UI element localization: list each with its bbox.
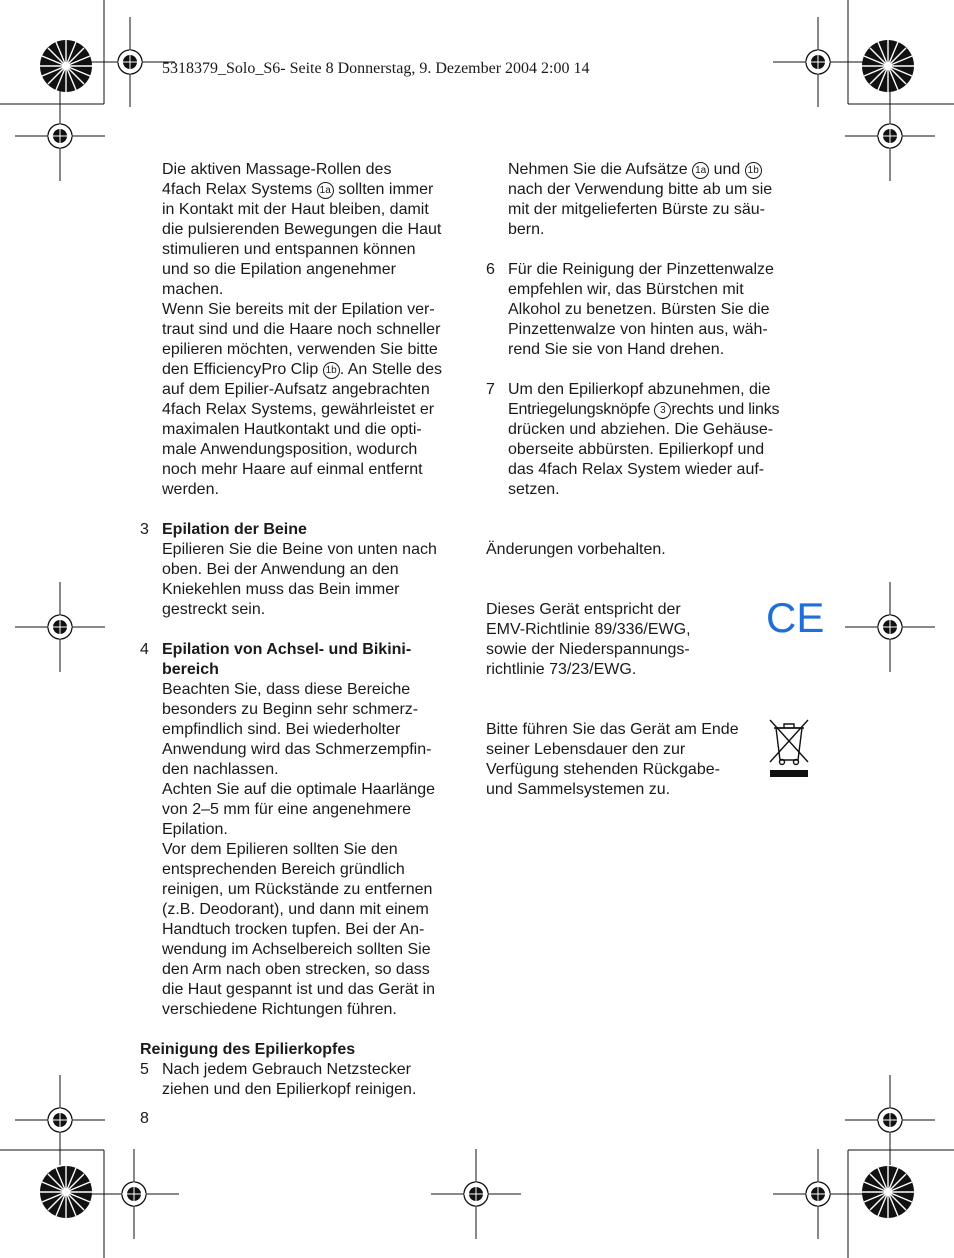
text-line: reinigen, um Rückstände zu entfernen — [162, 881, 433, 898]
text-line: 4fach Relax Systems, gewährleistet er — [162, 401, 435, 418]
text-line: noch mehr Haare auf einmal entfernt — [162, 461, 423, 478]
ref-3-icon: 3 — [654, 402, 671, 419]
ref-1b-icon: 1b — [745, 162, 762, 179]
section-3 — [140, 520, 470, 620]
text-line: Die aktiven Massage-Rollen des — [162, 161, 392, 178]
text-line: Dieses Gerät entspricht der — [486, 601, 681, 618]
text-line: rend Sie sie von Hand drehen. — [508, 341, 725, 358]
section-number: 3 — [140, 521, 149, 538]
text-line: den Arm nach oben strecken, so dass — [162, 961, 430, 978]
section-4 — [140, 640, 470, 1020]
text-line: Handtuch trocken tupfen. Bei der An- — [162, 921, 425, 938]
text-line: Kniekehlen muss das Bein immer — [162, 581, 400, 598]
text-line: Epilieren Sie die Beine von unten nach — [162, 541, 437, 558]
page-number: 8 — [140, 1110, 149, 1127]
text-line: stimulieren und entspannen können — [162, 241, 416, 258]
text-line: auf dem Epilier-Aufsatz angebrachten — [162, 381, 430, 398]
section-number: 4 — [140, 641, 149, 658]
text-line: Vor dem Epilieren sollten Sie den — [162, 841, 398, 858]
text-line: entsprechenden Bereich gründlich — [162, 861, 405, 878]
text-line: male Anwendungsposition, wodurch — [162, 441, 418, 458]
text-line: in Kontakt mit der Haut bleiben, damit — [162, 201, 429, 218]
cleaning-heading: Reinigung des Epilierkopfes — [140, 1041, 356, 1058]
text-line: Bitte führen Sie das Gerät am Ende — [486, 721, 739, 738]
intro-paragraph — [140, 160, 470, 500]
text-line: das 4fach Relax System wieder auf- — [508, 461, 765, 478]
text-line: maximalen Hautkontakt und die opti- — [162, 421, 422, 438]
text-line: Alkohol zu benetzen. Bürsten Sie die — [508, 301, 770, 318]
text-line: und Sammelsystemen zu. — [486, 781, 671, 798]
section-5 — [140, 1060, 470, 1100]
text-line: die Haut gespannt ist und das Gerät in — [162, 981, 436, 998]
ce-mark-icon — [764, 594, 825, 641]
text-line: Für die Reinigung der Pinzettenwalze — [508, 261, 774, 278]
weee-bin-icon — [766, 716, 812, 778]
section-6 — [486, 260, 816, 360]
text-line: Pinzettenwalze von hinten aus, wäh- — [508, 321, 768, 338]
weee-statement — [486, 720, 816, 800]
text-line: setzen. — [508, 481, 560, 498]
text-line: oben. Bei der Anwendung an den — [162, 561, 399, 578]
text-line: Anwendung wird das Schmerzempfin- — [162, 741, 432, 758]
text-line: Epilation. — [162, 821, 228, 838]
text-line: besonders zu Beginn sehr schmerz- — [162, 701, 419, 718]
text-line: Nehmen Sie die Aufsätze 1a und 1b — [508, 160, 816, 180]
text-line: Verfügung stehenden Rückgabe- — [486, 761, 720, 778]
text-line: von 2–5 mm für eine angenehmere — [162, 801, 412, 818]
section-number: 5 — [140, 1061, 149, 1078]
text-line: die pulsierenden Bewegungen die Haut — [162, 221, 442, 238]
text-line: drücken und abziehen. Die Gehäuse- — [508, 421, 774, 438]
text-line: traut sind und die Haare noch schneller — [162, 321, 441, 338]
section-7 — [486, 380, 816, 500]
text-line: verschiedene Richtungen führen. — [162, 1001, 397, 1018]
ce-statement — [486, 594, 825, 680]
text-line: empfindlich sind. Bei wiederholter — [162, 721, 401, 738]
text-line: wendung im Achselbereich sollten Sie — [162, 941, 431, 958]
ref-1a-icon: 1a — [317, 182, 334, 199]
text-line: Achten Sie auf die optimale Haarlänge — [162, 781, 436, 798]
text-line: den EfficiencyPro Clip 1b . An Stelle des — [162, 361, 442, 378]
section-number: 6 — [486, 261, 495, 278]
text-line: mit der mitgelieferten Bürste zu säu- — [508, 201, 765, 218]
text-line: 4fach Relax Systems 1a sollten immer — [162, 181, 434, 198]
text-line: nach der Verwendung bitte ab um sie — [508, 181, 773, 198]
text-line: und so die Epilation angenehmer — [162, 261, 396, 278]
text-line: empfehlen wir, das Bürstchen mit — [508, 281, 744, 298]
text-line: Wenn Sie bereits mit der Epilation ver- — [162, 301, 435, 318]
text-line: seiner Lebensdauer den zur — [486, 741, 686, 758]
text-line: oberseite abbürsten. Epilierkopf und — [508, 441, 765, 458]
text-line: ziehen und den Epilierkopf reinigen. — [162, 1081, 417, 1098]
text-line: bern. — [508, 221, 545, 238]
text-line: (z.B. Deodorant), und dann mit einem — [162, 901, 429, 918]
text-line: gestreckt sein. — [162, 601, 266, 618]
left-column — [140, 160, 470, 1100]
svg-text:CE: CE — [766, 594, 825, 641]
print-slug: 5318379_Solo_S6- Seite 8 Donnerstag, 9. Dezember 2004 2:00 14 — [162, 60, 590, 77]
text-line: sowie der Niederspannungs- — [486, 641, 690, 658]
text-line: Beachten Sie, dass diese Bereiche — [162, 681, 411, 698]
section-title: Epilation der Beine — [162, 521, 307, 538]
text-line: EMV-Richtlinie 89/336/EWG, — [486, 621, 691, 638]
text-line: werden. — [162, 481, 219, 498]
changes-notice: Änderungen vorbehalten. — [486, 541, 666, 558]
section-title: Epilation von Achsel- und Bikini- — [162, 641, 412, 658]
section-number: 7 — [486, 381, 495, 398]
text-line: Um den Epilierkopf abzunehmen, die — [508, 381, 771, 398]
continued-paragraph — [486, 160, 816, 240]
ref-1a-icon: 1a — [692, 162, 709, 179]
text-line: epilieren möchten, verwenden Sie bitte — [162, 341, 438, 358]
text-line: Nach jedem Gebrauch Netzstecker — [162, 1061, 411, 1078]
section-title: bereich — [162, 661, 219, 678]
text-line: richtlinie 73/23/EWG. — [486, 661, 637, 678]
text-line: machen. — [162, 281, 224, 298]
right-column — [486, 160, 825, 800]
ref-1b-icon: 1b — [323, 362, 340, 379]
text-line: Entriegelungsknöpfe 3 rechts und links — [508, 401, 780, 418]
text-line: den nachlassen. — [162, 761, 279, 778]
